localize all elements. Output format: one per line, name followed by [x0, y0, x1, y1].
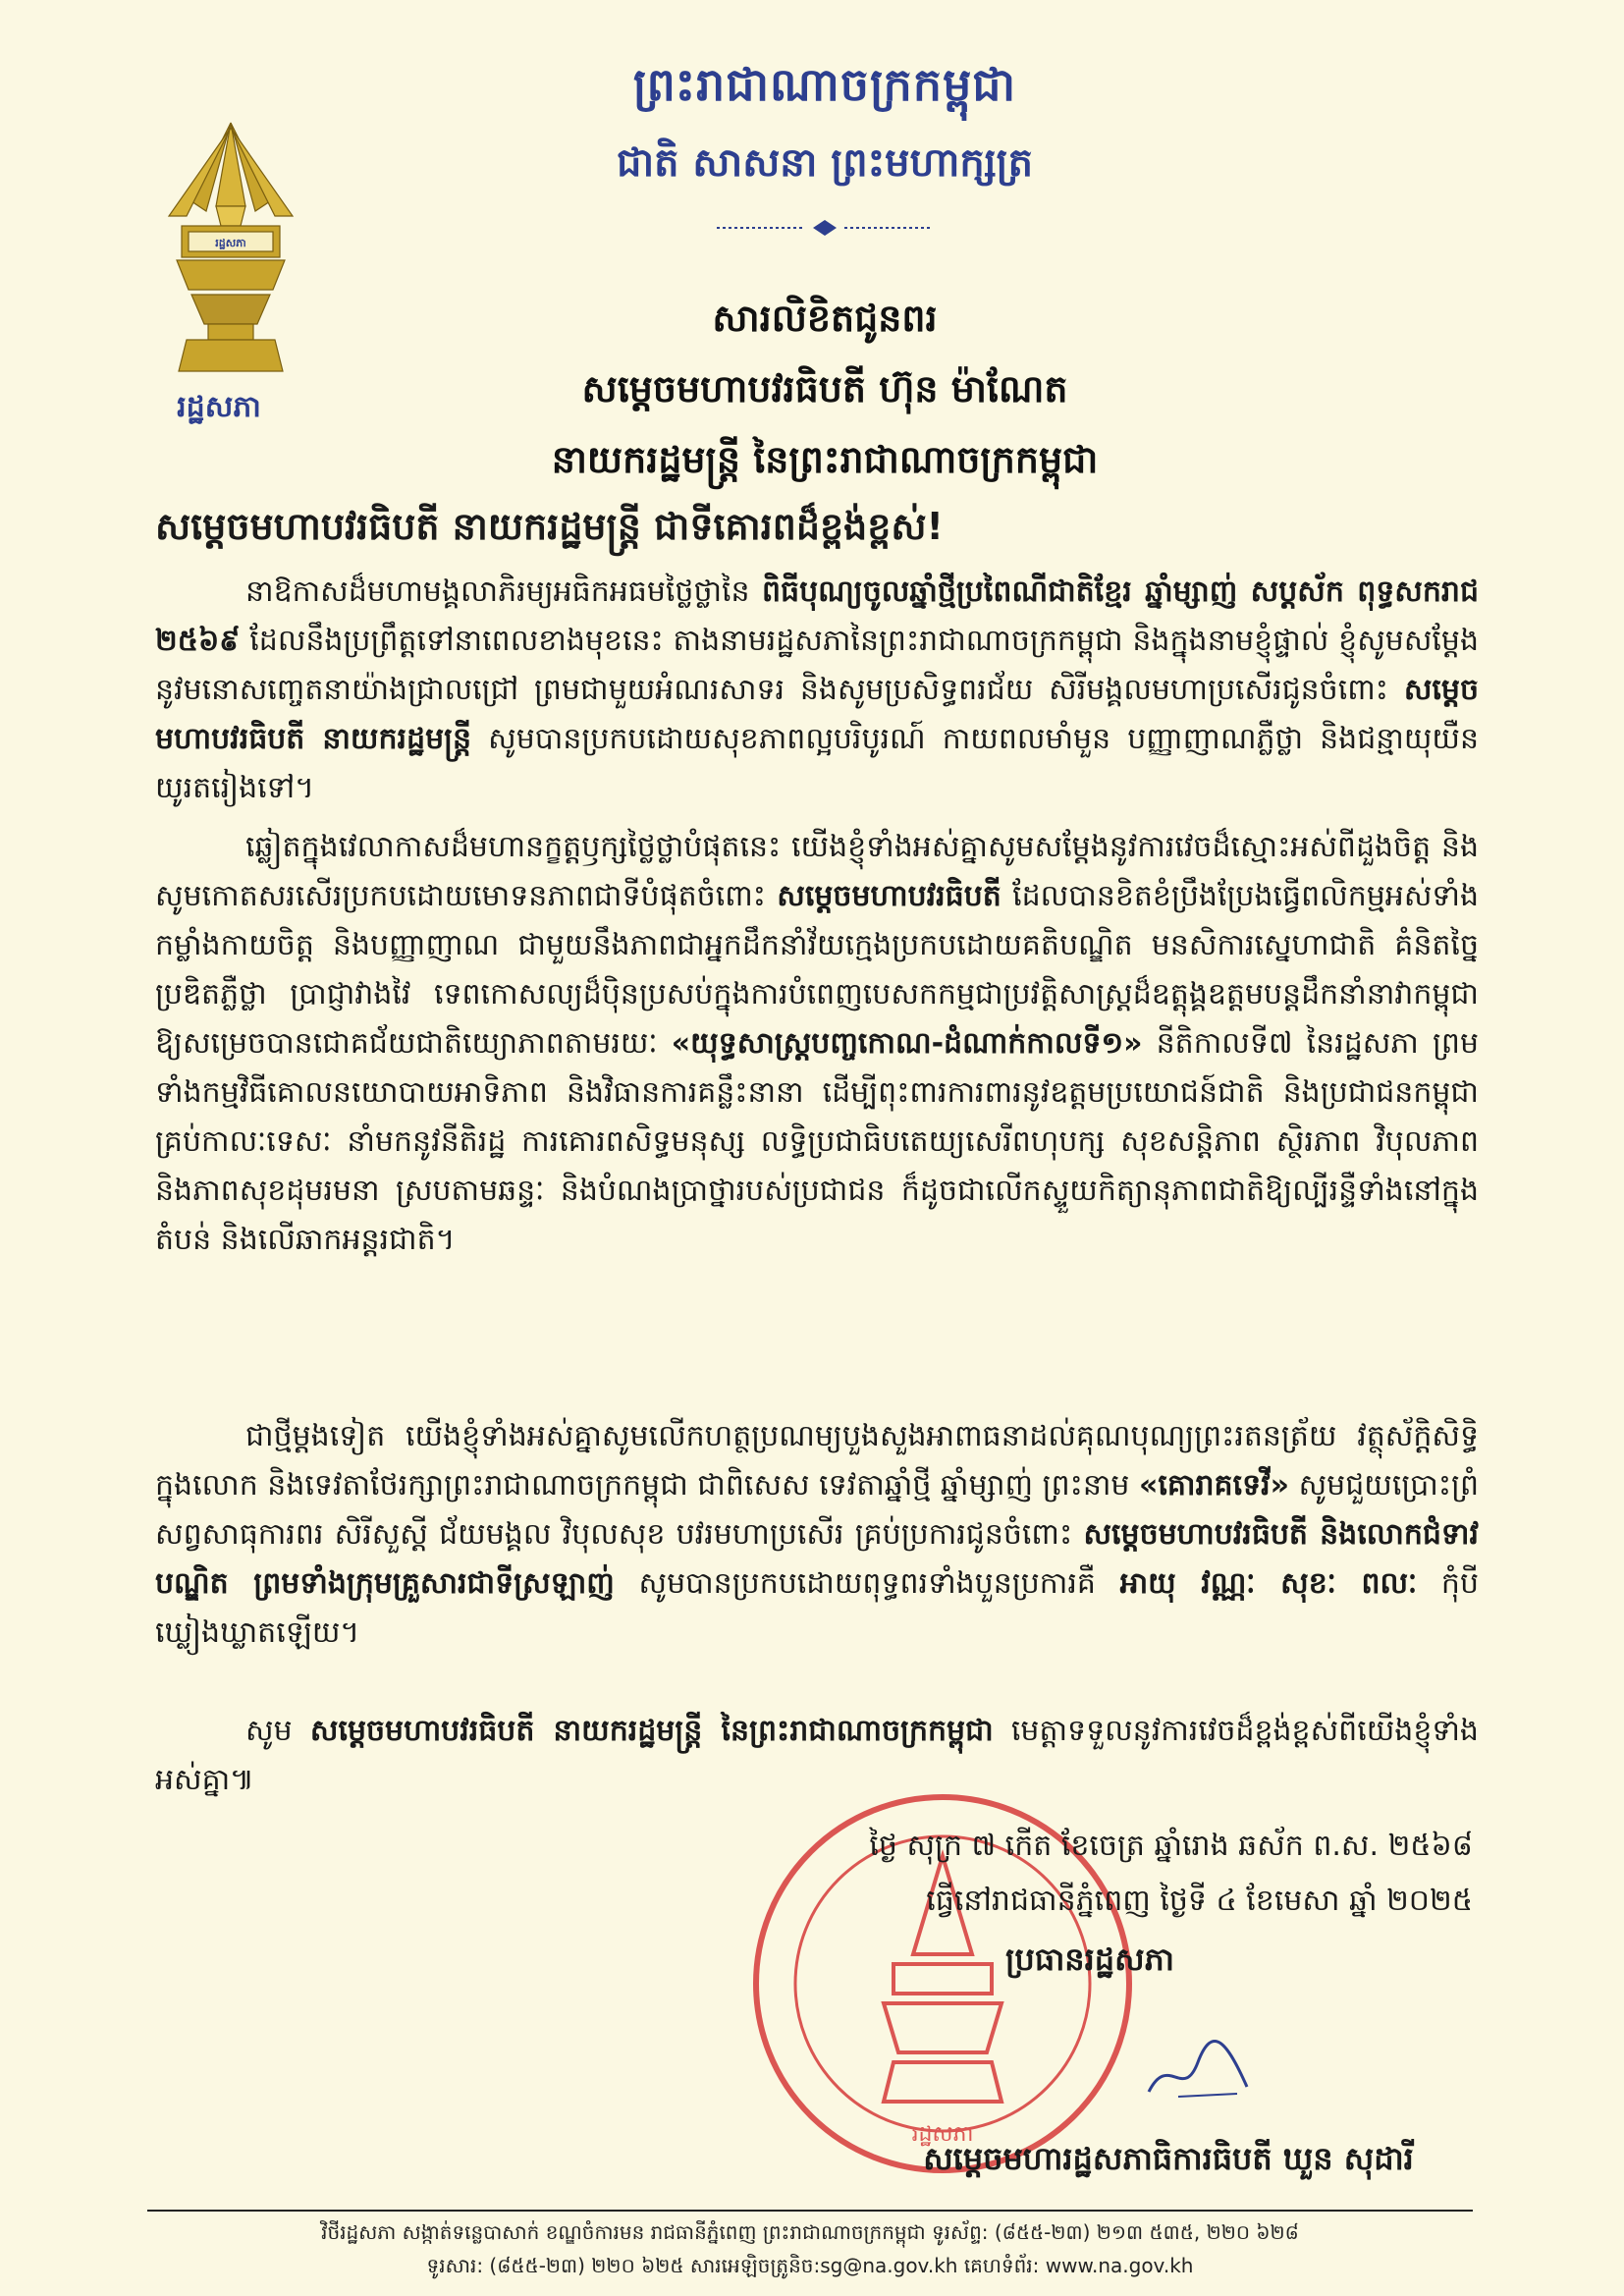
emblem-plaque-text: រដ្ឋសភា [215, 237, 246, 249]
paragraph-3: ជាថ្មីម្តងទៀត យើងខ្ញុំទាំងអស់គ្នាសូមលើកហត្ថប្រណម្យបួងសួងអាពាធនាដល់គុណបុណ្យព្រះរតនត្រ័យ វត្ថុស័ក្តិសិទ្ធិក្នុងលោក និងទេវតាថែរក្សាព្រះរាជាណាចក្រកម្ពុជា ជាពិសេស ទេវតាឆ្នាំថ្មី ឆ្នាំម្សាញ់ ព្រះនាម «គោរាគទេវី» សូមជួយប្រោះព្រំសព្វសាធុការពរ សិរីសួស្តី ជ័យមង្គល វិបុលសុខ បវរមហាប្រសើរ គ្រប់ប្រការជូនចំពោះ សម្តេចមហាបវរធិបតី និងលោកជំទាវបណ្ឌិត ព្រមទាំងក្រុមគ្រួសារជាទីស្រឡាញ់ សូមបានប្រកបដោយពុទ្ធពរទាំងបួនប្រការគឺ អាយុ វណ្ណៈ សុខៈ ពលៈ កុំបីឃ្លៀងឃ្លាតឡើយ។ [155, 1419, 1480, 1650]
recipient-name: សម្តេចមហាបវរធិបតី ហ៊ុន ម៉ាណែត [581, 367, 1068, 410]
logo-caption: រដ្ឋសភា [177, 390, 261, 424]
seal-text: រដ្ឋសភា [911, 2122, 974, 2147]
footer-address: វិថីរដ្ឋសភា សង្កាត់ទន្លេបាសាក់ ខណ្ឌចំការមន រាជធានីភ្នំពេញ ព្រះរាជាណាចក្រកម្ពុជា ទូរស័ព្ទ: (៨៥៥-២៣) ២១៣ ៥៣៥, ២២០ ៦២៨ [321, 2220, 1299, 2244]
paragraph-4: សូម សម្តេចមហាបវរធិបតី នាយករដ្ឋមន្ត្រី នៃព្រះរាជាណាចក្រកម្ពុជា មេត្តាទទួលនូវការវេចដ៏ខ្ពង់ខ្ពស់ពីយើងខ្ញុំទាំងអស់គ្នា៕ [155, 1714, 1479, 1797]
recipient-position: នាយករដ្ឋមន្ត្រី នៃព្រះរាជាណាចក្រកម្ពុជា [551, 438, 1099, 481]
footer-divider [147, 2210, 1473, 2212]
handwritten-signature [1139, 2033, 1257, 2111]
issue-place-date: ធ្វើនៅរាជធានីភ្នំពេញ ថ្ងៃទី ៤ ខែមេសា ឆ្នាំ ២០២៥ [926, 1884, 1473, 1918]
signer-title: ប្រធានរដ្ឋសភា [1004, 1941, 1175, 1978]
footer-contact: ទូរសារ: (៨៥៥-២៣) ២២០ ៦២៥ សារអេឡិចត្រូនិច:sg@na.gov.kh គេហទំព័រ: www.na.gov.kh [426, 2254, 1194, 2277]
signer-name: សម្តេចមហារដ្ឋសភាធិការធិបតី ឃួន សុដារី [923, 2140, 1414, 2177]
kingdom-heading: ព្រះរាជាណាចក្រកម្ពុជា [632, 58, 1017, 111]
national-motto: ជាតិ សាសនា ព្រះមហាក្សត្រ [617, 140, 1033, 186]
national-assembly-emblem-icon [147, 118, 314, 383]
paragraph-2: ឆ្លៀតក្នុងវេលាកាសដ៏មហានក្ខត្តឫក្សថ្លៃថ្លាបំផុតនេះ យើងខ្ញុំទាំងអស់គ្នាសូមសម្តែងនូវការវេចដ៏ស្មោះអស់ពីដួងចិត្ត និងសូមកោតសរសើរប្រកបដោយមោទនភាពជាទីបំផុតចំពោះ សម្តេចមហាបវរធិបតី ដែលបានខិតខំប្រឹងប្រែងធ្វើពលិកម្មអស់ទាំងកម្លាំងកាយចិត្ត និងបញ្ញាញាណ ជាមួយនឹងភាពជាអ្នកដឹកនាំវ័យក្មេងប្រកបដោយគតិបណ្ឌិត មនសិការស្នេហាជាតិ គំនិតច្នៃប្រឌិតភ្លឺថ្លា ប្រាជ្ញាវាងវៃ ទេពកោសល្យដ៏ប៉ិនប្រសប់ក្នុងការបំពេញបេសកកម្មជាប្រវត្តិសាស្ត្រដ៏ឧត្តុង្គឧត្តមបន្តដឹកនាំនាវាកម្ពុជា ឱ្យសម្រេចបានជោគជ័យជាតិយ្យោភាពតាមរយៈ «យុទ្ធសាស្ត្របញ្ចកោណ-ដំណាក់កាលទី១» នីតិកាលទី៧ នៃរដ្ឋសភា ព្រមទាំងកម្មវិធីគោលនយោបាយអាទិភាព និងវិធានការគន្លឹះនានា ដើម្បីពុះពារការពារនូវឧត្តមប្រយោជន៍ជាតិ និងប្រជាជនកម្ពុជាគ្រប់កាលៈទេសៈ នាំមកនូវនីតិរដ្ឋ ការគោរពសិទ្ធមនុស្ស លទ្ធិប្រជាធិបតេយ្យសេរីពហុបក្ស សុខសន្តិភាព ស្ថិរភាព វិបុលភាព និងភាពសុខដុមរមនា ស្របតាមឆន្ទៈ និងបំណងប្រាថ្នារបស់ប្រជាជន ក៏ដូចជាលើកស្ទួយកិត្យានុភាពជាតិឱ្យល្បីរន្ទឺទាំងនៅក្នុងតំបន់ និងលើឆាកអន្តរជាតិ។ [155, 830, 1479, 1257]
salutation: សម្តេចមហាបវរធិបតី នាយករដ្ឋមន្ត្រី ជាទីគោរពដ៏ខ្ពង់ខ្ពស់! [155, 505, 944, 548]
ornament-divider [707, 218, 943, 238]
paragraph-1: នាឱកាសដ៏មហាមង្គលាភិរម្យអធិកអធមថ្លៃថ្លានៃ ពិធីបុណ្យចូលឆ្នាំថ្មីប្រពៃណីជាតិខ្មែរ ឆ្នាំម្សាញ់ សប្តស័ក ពុទ្ធសករាជ ២៥៦៩ ដែលនឹងប្រព្រឹត្តទៅនាពេលខាងមុខនេះ តាងនាមរដ្ឋសភានៃព្រះរាជាណាចក្រកម្ពុជា និងក្នុងនាមខ្ញុំផ្ទាល់ ខ្ញុំសូមសម្តែងនូវមនោសញ្ចេតនាយ៉ាងជ្រាលជ្រៅ ព្រមជាមួយអំណរសាទរ និងសូមប្រសិទ្ធពរជ័យ សិរីមង្គលមហាប្រសើរជូនចំពោះ សម្តេចមហាបវរធិបតី នាយករដ្ឋមន្ត្រី សូមបានប្រកបដោយសុខភាពល្អបរិបូរណ៍ កាយពលមាំមួន បញ្ញាញាណភ្លឺថ្លា និងជន្មាយុយឺនយូរតរៀងទៅ។ [155, 574, 1479, 805]
letter-title: សារលិខិតជូនពរ [712, 297, 938, 340]
lunar-date: ថ្ងៃ សុក្រ ៧ កើត ខែចេត្រ ឆ្នាំរោង ឆស័ក ព.ស. ២៥៦៨ [869, 1829, 1473, 1863]
